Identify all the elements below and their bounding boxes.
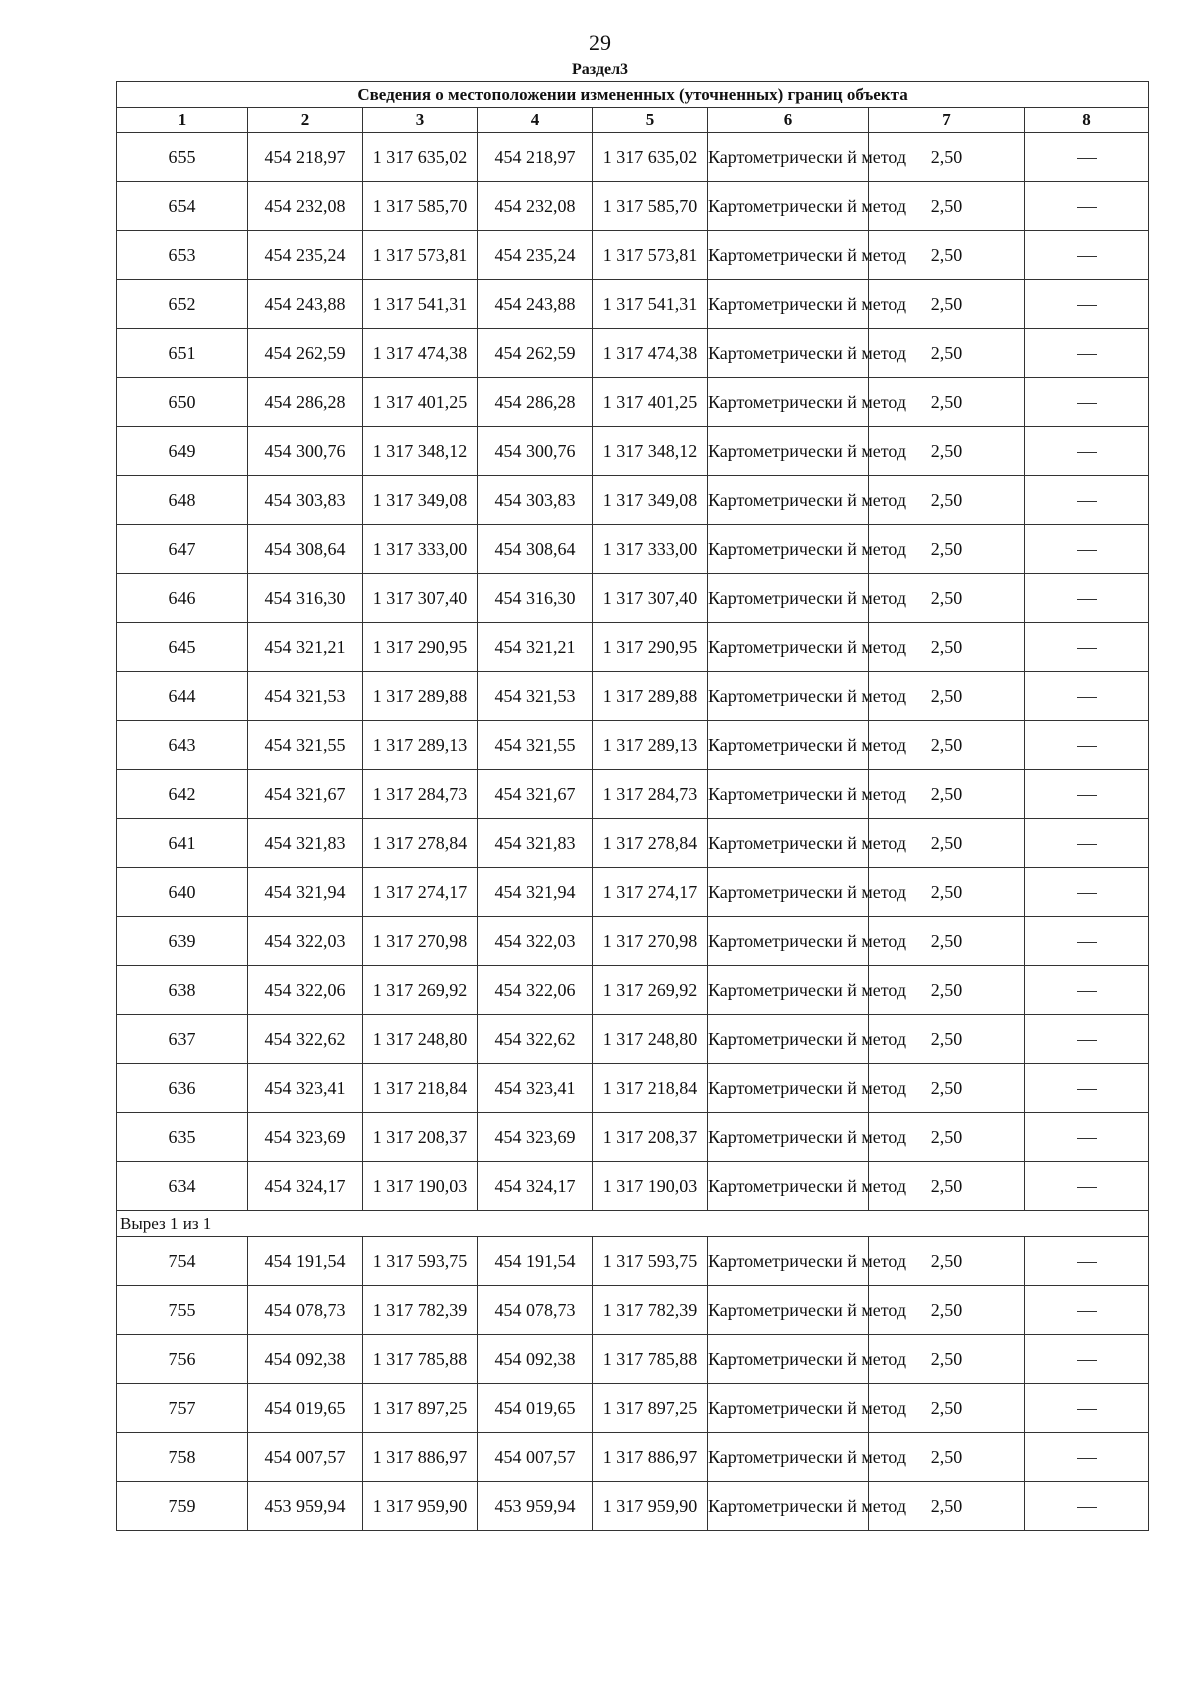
cell-x-refined: 454 286,28 — [478, 378, 593, 427]
cell-y-existing: 1 317 585,70 — [363, 182, 478, 231]
cell-x-existing: 454 308,64 — [248, 525, 363, 574]
cell-x-refined: 454 078,73 — [478, 1286, 593, 1335]
cell-y-refined: 1 317 349,08 — [593, 476, 708, 525]
cell-x-existing: 454 321,53 — [248, 672, 363, 721]
cell-point-number: 651 — [117, 329, 248, 378]
table-row — [117, 231, 1149, 280]
cell-point-number: 757 — [117, 1384, 248, 1433]
cell-point-number: 641 — [117, 819, 248, 868]
dash-icon — [1077, 1138, 1097, 1139]
cell-y-existing: 1 317 190,03 — [363, 1162, 478, 1211]
cell-y-refined: 1 317 541,31 — [593, 280, 708, 329]
cell-y-existing: 1 317 248,80 — [363, 1015, 478, 1064]
cell-description — [1025, 721, 1149, 770]
cell-accuracy: 2,50 — [869, 574, 1025, 623]
cell-x-existing: 454 092,38 — [248, 1335, 363, 1384]
table-row — [117, 1064, 1149, 1113]
cell-x-refined: 454 300,76 — [478, 427, 593, 476]
cell-y-refined: 1 317 782,39 — [593, 1286, 708, 1335]
dash-icon — [1077, 1311, 1097, 1312]
cell-method: Картометрически й метод — [708, 182, 869, 231]
table-row — [117, 819, 1149, 868]
cell-point-number: 634 — [117, 1162, 248, 1211]
dash-icon — [1077, 795, 1097, 796]
cell-y-refined: 1 317 333,00 — [593, 525, 708, 574]
dash-icon — [1077, 452, 1097, 453]
cell-y-existing: 1 317 278,84 — [363, 819, 478, 868]
cell-description — [1025, 1433, 1149, 1482]
cell-x-existing: 454 286,28 — [248, 378, 363, 427]
cell-point-number: 646 — [117, 574, 248, 623]
coordinates-table — [116, 81, 1149, 1531]
cell-x-existing: 454 019,65 — [248, 1384, 363, 1433]
cell-y-refined: 1 317 307,40 — [593, 574, 708, 623]
cell-description — [1025, 525, 1149, 574]
cell-y-refined: 1 317 401,25 — [593, 378, 708, 427]
dash-icon — [1077, 1040, 1097, 1041]
cell-x-refined: 454 218,97 — [478, 133, 593, 182]
table-row — [117, 280, 1149, 329]
cell-y-existing: 1 317 401,25 — [363, 378, 478, 427]
cell-x-refined: 454 321,94 — [478, 868, 593, 917]
dash-icon — [1077, 746, 1097, 747]
dash-icon — [1077, 942, 1097, 943]
cell-description — [1025, 966, 1149, 1015]
table-row — [117, 1335, 1149, 1384]
cell-point-number: 637 — [117, 1015, 248, 1064]
cell-point-number: 655 — [117, 133, 248, 182]
cell-x-refined: 454 323,41 — [478, 1064, 593, 1113]
cell-method: Картометрически й метод — [708, 623, 869, 672]
cell-y-refined: 1 317 289,88 — [593, 672, 708, 721]
dash-icon — [1077, 1507, 1097, 1508]
cell-y-existing: 1 317 897,25 — [363, 1384, 478, 1433]
cell-method: Картометрически й метод — [708, 427, 869, 476]
cell-y-existing: 1 317 593,75 — [363, 1237, 478, 1286]
cell-y-existing: 1 317 289,88 — [363, 672, 478, 721]
cell-y-refined: 1 317 270,98 — [593, 917, 708, 966]
cell-accuracy: 2,50 — [869, 721, 1025, 770]
table-row — [117, 476, 1149, 525]
cell-description — [1025, 1162, 1149, 1211]
dash-icon — [1077, 648, 1097, 649]
table-row — [117, 133, 1149, 182]
cell-y-existing: 1 317 333,00 — [363, 525, 478, 574]
cell-method: Картометрически й метод — [708, 280, 869, 329]
cell-x-existing: 454 321,21 — [248, 623, 363, 672]
cell-x-refined: 454 321,83 — [478, 819, 593, 868]
cell-y-existing: 1 317 348,12 — [363, 427, 478, 476]
cell-description — [1025, 672, 1149, 721]
cell-x-existing: 454 322,62 — [248, 1015, 363, 1064]
cell-x-existing: 454 262,59 — [248, 329, 363, 378]
cell-y-refined: 1 317 959,90 — [593, 1482, 708, 1531]
column-number: 8 — [1025, 108, 1149, 133]
dash-icon — [1077, 305, 1097, 306]
cell-method: Картометрически й метод — [708, 378, 869, 427]
cell-description — [1025, 476, 1149, 525]
cell-method: Картометрически й метод — [708, 1433, 869, 1482]
cell-accuracy: 2,50 — [869, 1064, 1025, 1113]
table-row — [117, 672, 1149, 721]
cell-point-number: 636 — [117, 1064, 248, 1113]
cell-method: Картометрически й метод — [708, 133, 869, 182]
dash-icon — [1077, 1187, 1097, 1188]
table-row — [117, 721, 1149, 770]
dash-icon — [1077, 501, 1097, 502]
cutout-label: Вырез 1 из 1 — [117, 1211, 1149, 1237]
cell-x-existing: 454 243,88 — [248, 280, 363, 329]
cell-description — [1025, 1113, 1149, 1162]
cell-y-refined: 1 317 348,12 — [593, 427, 708, 476]
cell-method: Картометрически й метод — [708, 574, 869, 623]
cell-x-existing: 454 322,03 — [248, 917, 363, 966]
cell-y-refined: 1 317 248,80 — [593, 1015, 708, 1064]
cell-y-existing: 1 317 274,17 — [363, 868, 478, 917]
cell-x-existing: 454 316,30 — [248, 574, 363, 623]
cell-y-refined: 1 317 635,02 — [593, 133, 708, 182]
cell-accuracy: 2,50 — [869, 1286, 1025, 1335]
table-row — [117, 1433, 1149, 1482]
cell-description — [1025, 427, 1149, 476]
dash-icon — [1077, 844, 1097, 845]
cell-x-refined: 454 191,54 — [478, 1237, 593, 1286]
table-row — [117, 525, 1149, 574]
column-number-row — [117, 108, 1149, 133]
column-number: 4 — [478, 108, 593, 133]
cell-description — [1025, 133, 1149, 182]
cell-y-refined: 1 317 886,97 — [593, 1433, 708, 1482]
table-row — [117, 574, 1149, 623]
cell-description — [1025, 1015, 1149, 1064]
cell-point-number: 638 — [117, 966, 248, 1015]
cell-x-refined: 454 308,64 — [478, 525, 593, 574]
table-row — [117, 966, 1149, 1015]
cell-point-number: 645 — [117, 623, 248, 672]
cell-x-refined: 454 321,21 — [478, 623, 593, 672]
cell-description — [1025, 623, 1149, 672]
cell-accuracy: 2,50 — [869, 476, 1025, 525]
dash-icon — [1077, 403, 1097, 404]
cell-method: Картометрически й метод — [708, 231, 869, 280]
cell-y-refined: 1 317 284,73 — [593, 770, 708, 819]
section-title: Раздел3 — [571, 61, 629, 78]
cell-x-refined: 454 323,69 — [478, 1113, 593, 1162]
cell-x-existing: 454 078,73 — [248, 1286, 363, 1335]
cell-x-existing: 454 322,06 — [248, 966, 363, 1015]
cell-point-number: 755 — [117, 1286, 248, 1335]
cell-x-existing: 454 235,24 — [248, 231, 363, 280]
cell-x-refined: 454 316,30 — [478, 574, 593, 623]
cell-point-number: 644 — [117, 672, 248, 721]
cell-point-number: 639 — [117, 917, 248, 966]
cell-x-refined: 454 303,83 — [478, 476, 593, 525]
cell-method: Картометрически й метод — [708, 1162, 869, 1211]
cell-accuracy: 2,50 — [869, 329, 1025, 378]
dash-icon — [1077, 354, 1097, 355]
table-row — [117, 1015, 1149, 1064]
cell-y-existing: 1 317 218,84 — [363, 1064, 478, 1113]
cell-method: Картометрически й метод — [708, 525, 869, 574]
cell-x-existing: 454 321,67 — [248, 770, 363, 819]
cell-point-number: 652 — [117, 280, 248, 329]
table-row — [117, 917, 1149, 966]
cell-x-existing: 454 303,83 — [248, 476, 363, 525]
cell-point-number: 648 — [117, 476, 248, 525]
dash-icon — [1077, 207, 1097, 208]
cell-description — [1025, 574, 1149, 623]
cell-accuracy: 2,50 — [869, 966, 1025, 1015]
cell-description — [1025, 329, 1149, 378]
dash-icon — [1077, 599, 1097, 600]
cell-point-number: 649 — [117, 427, 248, 476]
cell-point-number: 647 — [117, 525, 248, 574]
cell-description — [1025, 378, 1149, 427]
cell-method: Картометрически й метод — [708, 329, 869, 378]
cell-accuracy: 2,50 — [869, 1384, 1025, 1433]
cell-y-existing: 1 317 290,95 — [363, 623, 478, 672]
cell-point-number: 754 — [117, 1237, 248, 1286]
cell-y-refined: 1 317 269,92 — [593, 966, 708, 1015]
cell-y-refined: 1 317 585,70 — [593, 182, 708, 231]
cell-point-number: 635 — [117, 1113, 248, 1162]
cell-method: Картометрически й метод — [708, 1384, 869, 1433]
cell-point-number: 653 — [117, 231, 248, 280]
cell-x-refined: 454 322,62 — [478, 1015, 593, 1064]
dash-icon — [1077, 1458, 1097, 1459]
cutout-row — [117, 1211, 1149, 1237]
cell-accuracy: 2,50 — [869, 525, 1025, 574]
cell-accuracy: 2,50 — [869, 770, 1025, 819]
cell-y-existing: 1 317 208,37 — [363, 1113, 478, 1162]
table-row — [117, 182, 1149, 231]
cell-description — [1025, 868, 1149, 917]
cell-y-refined: 1 317 278,84 — [593, 819, 708, 868]
cell-x-refined: 454 262,59 — [478, 329, 593, 378]
table-row — [117, 1286, 1149, 1335]
cell-x-refined: 454 007,57 — [478, 1433, 593, 1482]
cell-method: Картометрически й метод — [708, 1286, 869, 1335]
dash-icon — [1077, 1360, 1097, 1361]
cell-accuracy: 2,50 — [869, 1015, 1025, 1064]
column-number: 3 — [363, 108, 478, 133]
cell-x-existing: 453 959,94 — [248, 1482, 363, 1531]
cell-y-refined: 1 317 785,88 — [593, 1335, 708, 1384]
cell-y-refined: 1 317 290,95 — [593, 623, 708, 672]
table-row — [117, 427, 1149, 476]
table-row — [117, 329, 1149, 378]
cell-method: Картометрически й метод — [708, 1335, 869, 1384]
cell-method: Картометрически й метод — [708, 476, 869, 525]
cell-x-existing: 454 007,57 — [248, 1433, 363, 1482]
table-row — [117, 1237, 1149, 1286]
cell-description — [1025, 1384, 1149, 1433]
cell-description — [1025, 1482, 1149, 1531]
cell-y-existing: 1 317 782,39 — [363, 1286, 478, 1335]
table-row — [117, 1384, 1149, 1433]
table-caption: Сведения о местоположении измененных (уточненных) границ объекта — [117, 82, 1149, 108]
dash-icon — [1077, 158, 1097, 159]
cell-description — [1025, 819, 1149, 868]
cell-y-existing: 1 317 284,73 — [363, 770, 478, 819]
cell-y-existing: 1 317 474,38 — [363, 329, 478, 378]
cell-accuracy: 2,50 — [869, 280, 1025, 329]
cell-accuracy: 2,50 — [869, 819, 1025, 868]
cell-point-number: 642 — [117, 770, 248, 819]
cell-description — [1025, 182, 1149, 231]
dash-icon — [1077, 256, 1097, 257]
dash-icon — [1077, 550, 1097, 551]
dash-icon — [1077, 1409, 1097, 1410]
cell-y-existing: 1 317 349,08 — [363, 476, 478, 525]
page-number: 29 — [589, 30, 611, 55]
cell-method: Картометрически й метод — [708, 672, 869, 721]
cell-x-existing: 454 218,97 — [248, 133, 363, 182]
cell-x-refined: 454 232,08 — [478, 182, 593, 231]
cell-point-number: 654 — [117, 182, 248, 231]
cell-accuracy: 2,50 — [869, 1113, 1025, 1162]
cell-x-refined: 454 321,53 — [478, 672, 593, 721]
cell-method: Картометрически й метод — [708, 966, 869, 1015]
cell-x-refined: 454 321,55 — [478, 721, 593, 770]
cell-x-existing: 454 321,83 — [248, 819, 363, 868]
dash-icon — [1077, 1089, 1097, 1090]
cell-y-refined: 1 317 897,25 — [593, 1384, 708, 1433]
cell-accuracy: 2,50 — [869, 182, 1025, 231]
table-row — [117, 623, 1149, 672]
cell-x-refined: 454 321,67 — [478, 770, 593, 819]
cell-point-number: 759 — [117, 1482, 248, 1531]
cell-y-existing: 1 317 959,90 — [363, 1482, 478, 1531]
dash-icon — [1077, 1262, 1097, 1263]
cell-x-refined: 453 959,94 — [478, 1482, 593, 1531]
cell-y-existing: 1 317 886,97 — [363, 1433, 478, 1482]
cell-accuracy: 2,50 — [869, 378, 1025, 427]
cell-y-refined: 1 317 190,03 — [593, 1162, 708, 1211]
cell-x-refined: 454 322,03 — [478, 917, 593, 966]
cell-y-refined: 1 317 593,75 — [593, 1237, 708, 1286]
table-body — [117, 82, 1149, 1531]
cell-y-existing: 1 317 269,92 — [363, 966, 478, 1015]
cell-method: Картометрически й метод — [708, 868, 869, 917]
cell-y-existing: 1 317 541,31 — [363, 280, 478, 329]
cell-x-existing: 454 324,17 — [248, 1162, 363, 1211]
table-row — [117, 1482, 1149, 1531]
cell-x-existing: 454 191,54 — [248, 1237, 363, 1286]
cell-y-existing: 1 317 635,02 — [363, 133, 478, 182]
cell-method: Картометрически й метод — [708, 819, 869, 868]
column-number: 2 — [248, 108, 363, 133]
cell-y-refined: 1 317 208,37 — [593, 1113, 708, 1162]
cell-accuracy: 2,50 — [869, 427, 1025, 476]
cell-y-refined: 1 317 274,17 — [593, 868, 708, 917]
cell-x-existing: 454 321,94 — [248, 868, 363, 917]
cell-y-existing: 1 317 270,98 — [363, 917, 478, 966]
cell-method: Картометрически й метод — [708, 770, 869, 819]
cell-y-existing: 1 317 307,40 — [363, 574, 478, 623]
cell-x-existing: 454 232,08 — [248, 182, 363, 231]
dash-icon — [1077, 991, 1097, 992]
cell-method: Картометрически й метод — [708, 721, 869, 770]
cell-x-refined: 454 235,24 — [478, 231, 593, 280]
table-row — [117, 378, 1149, 427]
cell-accuracy: 2,50 — [869, 672, 1025, 721]
cell-description — [1025, 1286, 1149, 1335]
cell-x-existing: 454 321,55 — [248, 721, 363, 770]
cell-accuracy: 2,50 — [869, 1433, 1025, 1482]
cell-x-refined: 454 322,06 — [478, 966, 593, 1015]
cell-x-existing: 454 300,76 — [248, 427, 363, 476]
cell-y-refined: 1 317 289,13 — [593, 721, 708, 770]
column-number: 7 — [869, 108, 1025, 133]
cell-point-number: 650 — [117, 378, 248, 427]
cell-point-number: 758 — [117, 1433, 248, 1482]
cell-accuracy: 2,50 — [869, 1335, 1025, 1384]
cell-description — [1025, 1335, 1149, 1384]
cell-point-number: 640 — [117, 868, 248, 917]
cell-accuracy: 2,50 — [869, 623, 1025, 672]
cell-y-refined: 1 317 573,81 — [593, 231, 708, 280]
table-row — [117, 1162, 1149, 1211]
cell-x-refined: 454 324,17 — [478, 1162, 593, 1211]
cell-y-refined: 1 317 474,38 — [593, 329, 708, 378]
cell-method: Картометрически й метод — [708, 1064, 869, 1113]
cell-accuracy: 2,50 — [869, 133, 1025, 182]
cell-y-existing: 1 317 785,88 — [363, 1335, 478, 1384]
cell-method: Картометрически й метод — [708, 1482, 869, 1531]
cell-x-refined: 454 092,38 — [478, 1335, 593, 1384]
cell-accuracy: 2,50 — [869, 1482, 1025, 1531]
cell-method: Картометрически й метод — [708, 1113, 869, 1162]
cell-point-number: 643 — [117, 721, 248, 770]
cell-x-existing: 454 323,69 — [248, 1113, 363, 1162]
cell-description — [1025, 770, 1149, 819]
cell-method: Картометрически й метод — [708, 917, 869, 966]
dash-icon — [1077, 697, 1097, 698]
column-number: 1 — [117, 108, 248, 133]
dash-icon — [1077, 893, 1097, 894]
cell-description — [1025, 280, 1149, 329]
cell-x-refined: 454 019,65 — [478, 1384, 593, 1433]
cell-accuracy: 2,50 — [869, 917, 1025, 966]
table-row — [117, 770, 1149, 819]
cell-method: Картометрически й метод — [708, 1015, 869, 1064]
cell-description — [1025, 231, 1149, 280]
cell-accuracy: 2,50 — [869, 231, 1025, 280]
cell-x-existing: 454 323,41 — [248, 1064, 363, 1113]
table-caption-row — [117, 82, 1149, 108]
cell-y-refined: 1 317 218,84 — [593, 1064, 708, 1113]
cell-description — [1025, 1237, 1149, 1286]
cell-y-existing: 1 317 573,81 — [363, 231, 478, 280]
column-number: 6 — [708, 108, 869, 133]
table-row — [117, 868, 1149, 917]
cell-accuracy: 2,50 — [869, 1237, 1025, 1286]
cell-method: Картометрически й метод — [708, 1237, 869, 1286]
cell-point-number: 756 — [117, 1335, 248, 1384]
cell-accuracy: 2,50 — [869, 1162, 1025, 1211]
table-row — [117, 1113, 1149, 1162]
cell-description — [1025, 1064, 1149, 1113]
cell-y-existing: 1 317 289,13 — [363, 721, 478, 770]
cell-description — [1025, 917, 1149, 966]
cell-accuracy: 2,50 — [869, 868, 1025, 917]
cell-x-refined: 454 243,88 — [478, 280, 593, 329]
column-number: 5 — [593, 108, 708, 133]
